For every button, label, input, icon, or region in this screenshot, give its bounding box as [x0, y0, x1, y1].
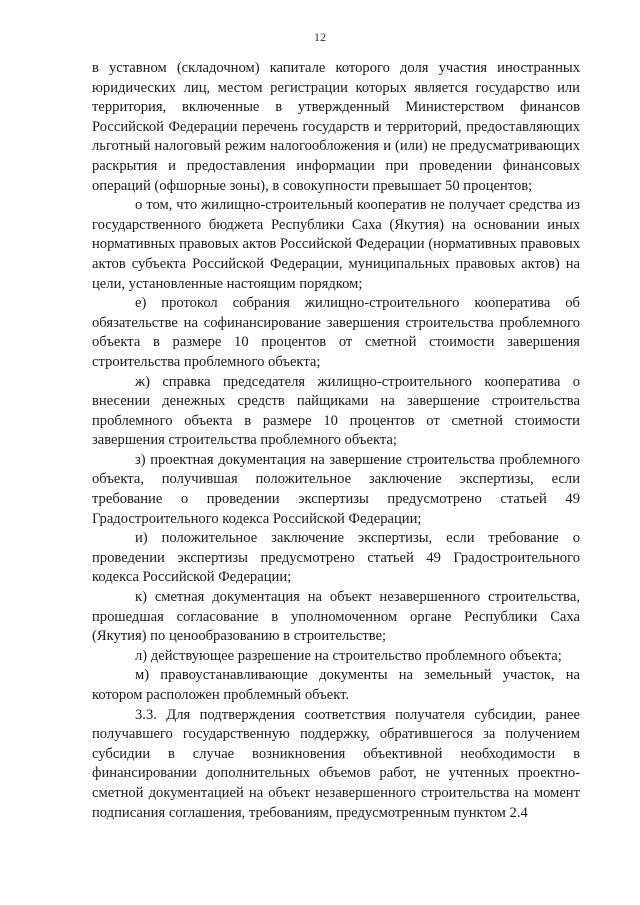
paragraph-item-z: з) проектная документация на завершение строительства проблемного объекта, получившая положительное заключение экспертизы, если требование о проведении экспертизы предусмотрено статьей 49 Градостроительного кодекса Российской Федерации;	[92, 451, 580, 527]
paragraph-item-e: е) протокол собрания жилищно-строительного кооператива об обязательстве на софинансирование завершения строительства проблемного объекта в размере 10 процентов от сметной стоимости завершения строительства проблемного объекта;	[92, 295, 580, 370]
paragraph-no-budget-funds: о том, что жилищно-строительный кооператив не получает средства из государственного бюджета Республики Саха (Якутия) на основании иных нормативных правовых актов Российской Федерации (нормативных правовых актов субъекта Российской Федерации, муниципальных правовых актов) на цели, установленные настоящим порядком;	[92, 197, 580, 292]
paragraph-item-zh: ж) справка председателя жилищно-строительного кооператива о внесении денежных средств пайщиками на завершение строительства проблемного объекта в размере 10 процентов от сметной стоимости завершения строительства проблемного объекта;	[92, 373, 580, 449]
paragraph-item-m: м) правоустанавливающие документы на земельный участок, на котором расположен проблемный объект.	[92, 667, 580, 703]
paragraph-item-l: л) действующее разрешение на строительство проблемного объекта;	[135, 647, 562, 664]
document-body	[92, 59, 580, 823]
page-number: 12	[314, 30, 326, 44]
paragraph-clause-3-3: 3.3. Для подтверждения соответствия получателя субсидии, ранее получавшего государственную поддержку, обратившегося за получением субсидии в случае возникновения объективной необходимости в финансировании дополнительных объемов работ, не учтенных проектно-сметной документацией на объект незавершенного строительства на момент подписания соглашения, требованиям, предусмотренным пунктом 2.4	[92, 706, 580, 821]
paragraph-item-i: и) положительное заключение экспертизы, если требование о проведении экспертизы предусмотрено статьей 49 Градостроительного кодекса Российской Федерации;	[92, 530, 580, 586]
paragraph-offshore-continuation: в уставном (складочном) капитале которого доля участия иностранных юридических лиц, местом регистрации которых является государство или территория, включенные в утвержденный Министерством финансов Российской Федерации перечень государств и территорий, предоставляющих льготный налоговый режим налогообложения и (или) не предусматривающих раскрытия и предоставления информации при проведении финансовых операций (офшорные зоны), в совокупности превышает 50 процентов;	[92, 60, 580, 194]
paragraph-item-k: к) сметная документация на объект незавершенного строительства, прошедшая согласование в уполномоченном органе Республики Саха (Якутия) по ценообразованию в строительстве;	[92, 589, 580, 645]
